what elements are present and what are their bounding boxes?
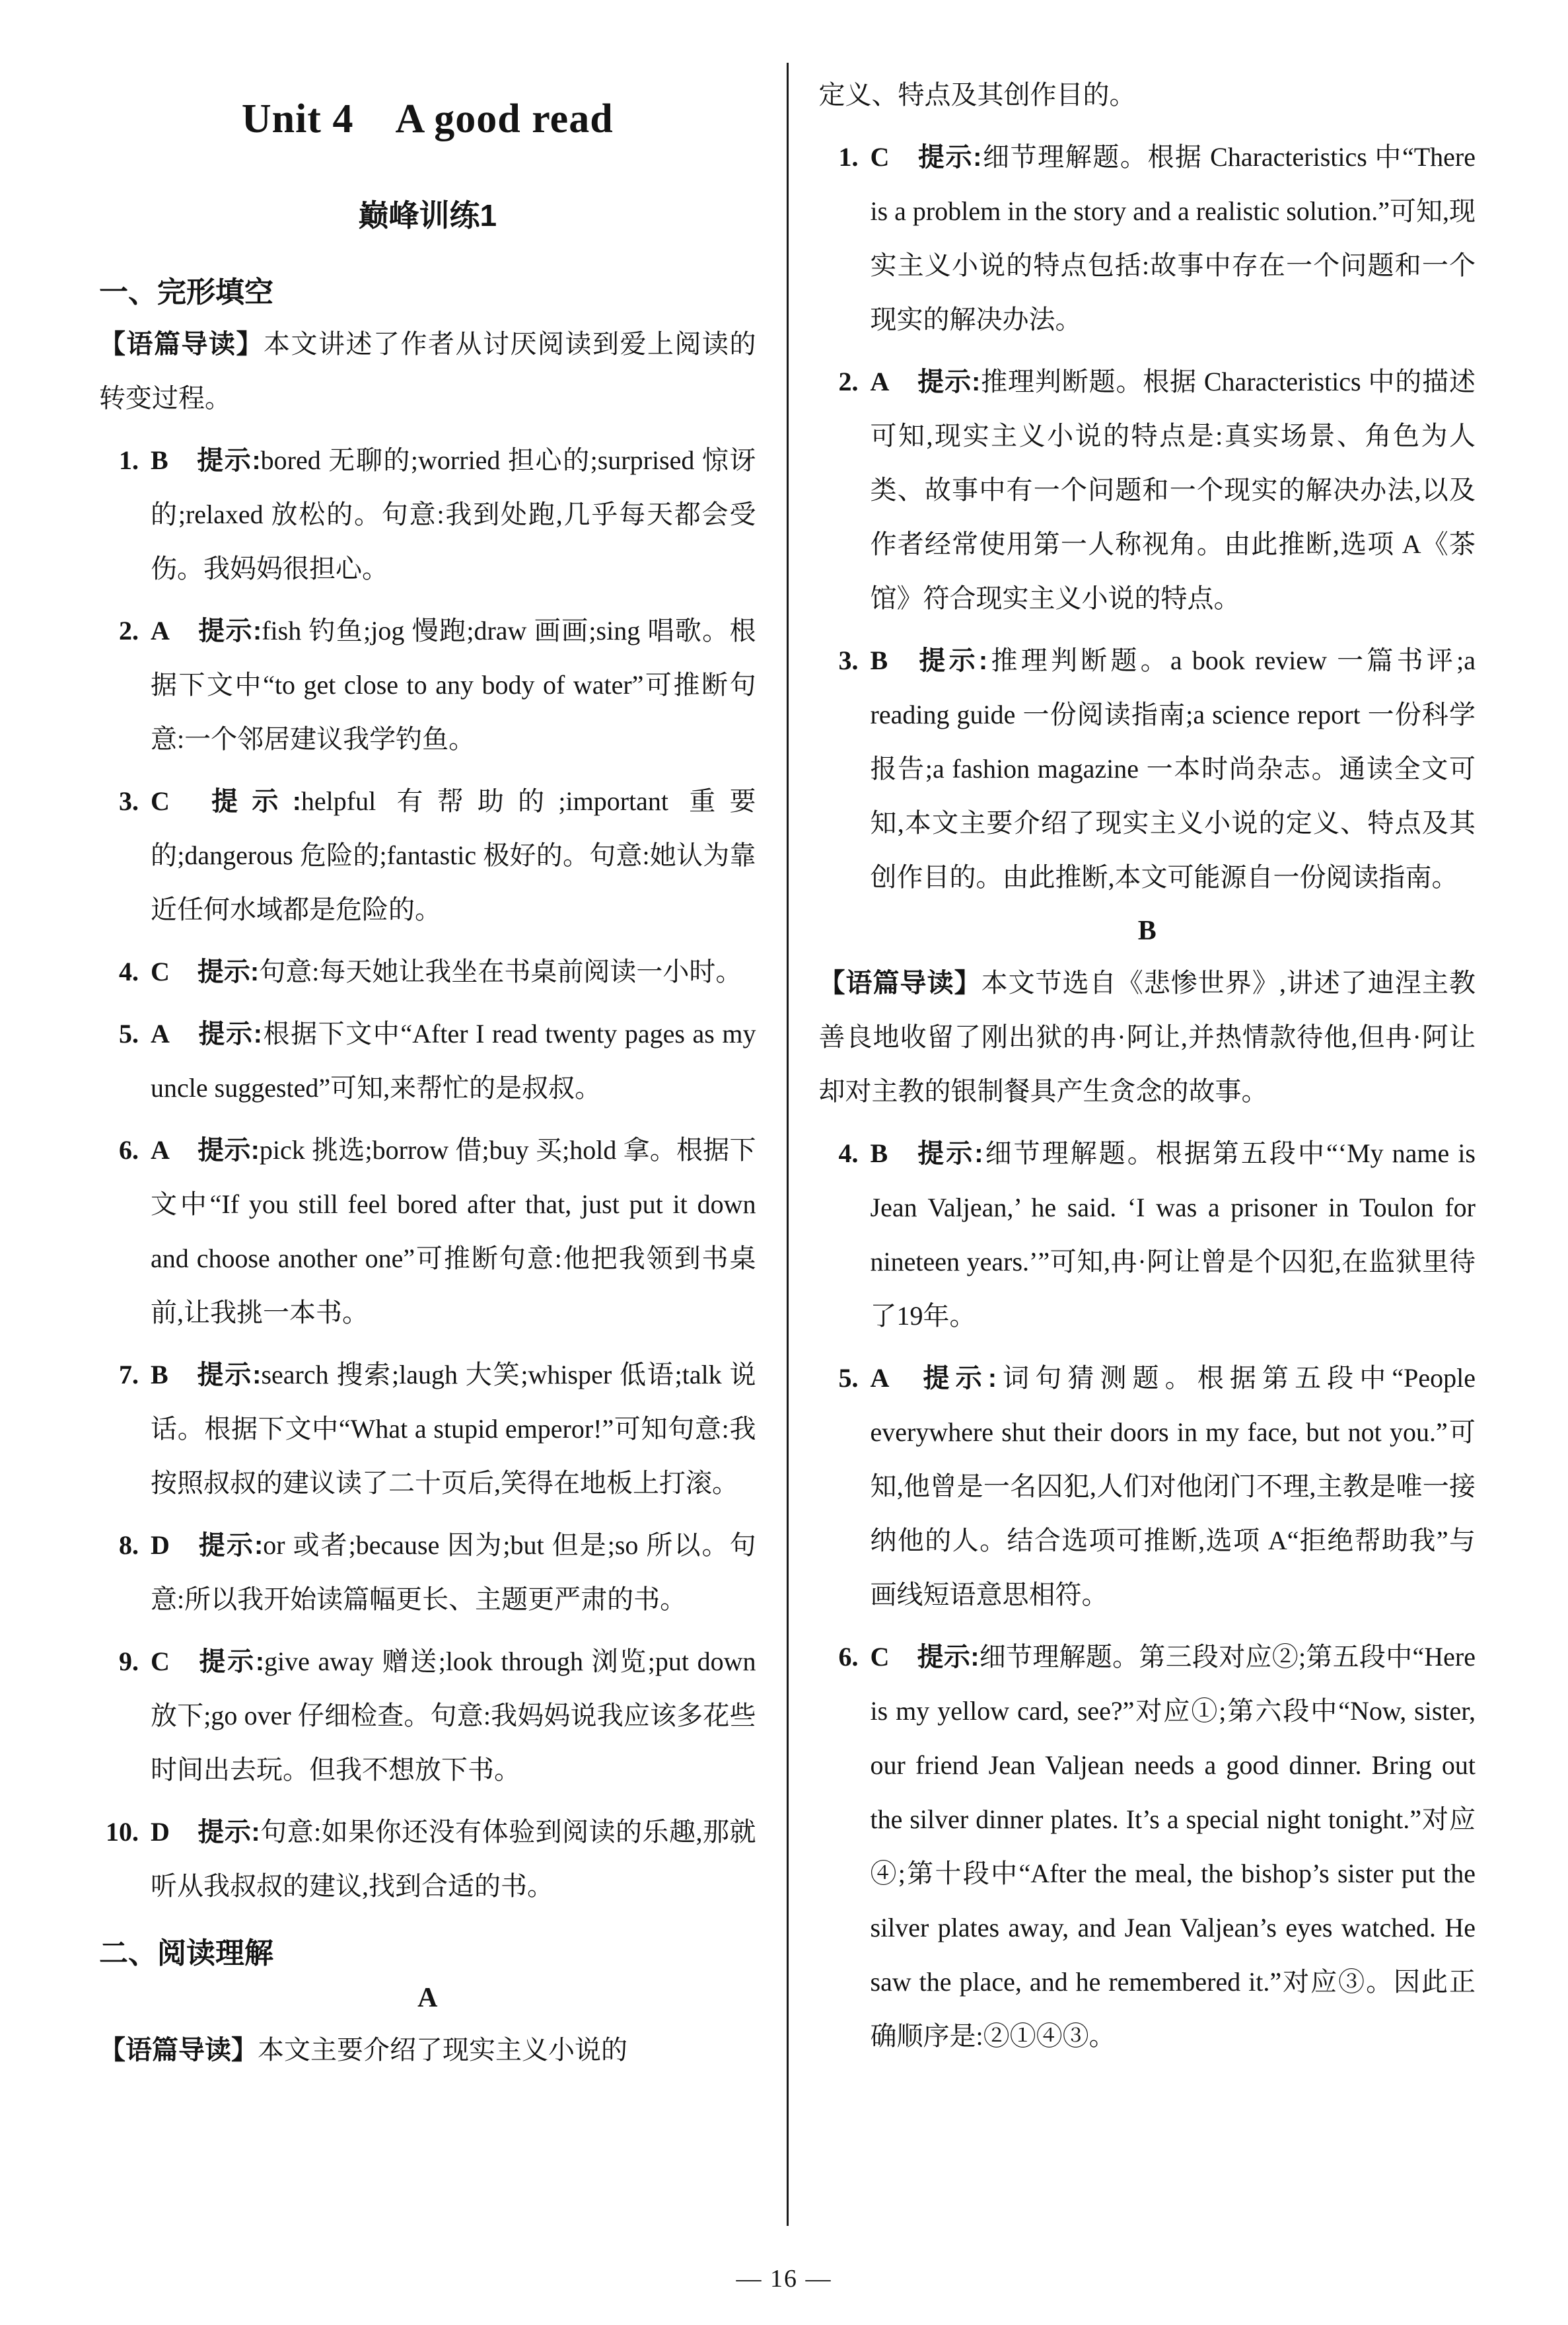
item-number: 7. [119,1360,139,1389]
tip-label: 提示: [197,1531,264,1560]
intro-label: 【语篇导读】 [818,969,981,998]
tip-label: 提示: [196,446,261,475]
item-body [151,945,756,999]
answer-letter: B [151,1360,168,1389]
intro-label: 【语篇导读】 [99,2036,258,2065]
reading-a-answer-item-3 [819,634,1476,904]
answer-letter: A [151,616,170,646]
item-body [151,604,756,766]
item-number: 2. [838,367,859,396]
tip-text: 细节理解题。第三段对应②;第五段中“Here is my yellow card, see?”对应①;第六段中“Now, sister, our friend Jean Valjean needs a good dinner. Bring out the silver dinner plates. It’s a special night tonight.”对应④;第十段中“After the meal, the bishop’s sister put the silver plates away, and Jean Valjean’s eyes watched. He saw the place, and he remembered it.”对应③。因此正确顺序是:②①④③。 [870,1642,1476,2051]
answer-letter: C [151,786,170,816]
item-body [871,1126,1476,1343]
reading-a-answer-item-2 [819,355,1476,626]
tip-text: 细节理解题。根据 Characteristics 中“There is a problem in the story and a realistic solution.”可知,现实主义小说的特点包括:故事中存在一个问题和一个现实的解决办法。 [870,142,1476,334]
intro-text: 本文节选自《悲惨世界》,讲述了迪涅主教善良地收留了刚出狱的冉·阿让,并热情款待他,但冉·阿让却对主教的银制餐具产生贪念的故事。 [818,968,1476,1106]
tip-text: fish 钓鱼;jog 慢跑;draw 画画;sing 唱歌。根据下文中“to get close to any body of water”可推断句意:一个邻居建议我学钓鱼。 [151,616,756,754]
intro-text: 本文主要介绍了现实主义小说的 [258,2035,627,2065]
tip-label: 提示: [197,1019,262,1049]
item-number: 2. [119,616,139,646]
answer-letter: A [870,1363,890,1393]
cloze-answer-item-3 [99,774,756,937]
passage-intro-b [819,956,1476,1119]
item-body [871,1351,1476,1622]
tip-label: 提示: [197,1136,260,1165]
section-reading-heading: 二、阅读理解 [99,1937,273,1970]
item-number: 8. [119,1530,139,1560]
section-cloze-heading: 一、完形填空 [99,276,273,309]
item-number: 5. [119,1019,139,1049]
tip-label: 提示: [197,787,301,816]
tip-text: 推理判断题。a book review 一篇书评;a reading guide 一份阅读指南;a science report 一份科学报告;a fashion magazine 一本时尚杂志。通读全文可知,本文主要介绍了现实主义小说的定义、特点及其创作目的。由此推断,本文可能源自一份阅读指南。 [870,646,1476,892]
item-number: 4. [119,957,139,986]
item-body [871,355,1476,626]
reading-b-answer-item-5 [819,1351,1476,1622]
answer-letter: A [151,1019,170,1049]
cloze-answer-item-4 [99,945,756,999]
cloze-answer-item-5 [99,1007,756,1115]
intro-text: 本文讲述了作者从讨厌阅读到爱上阅读的转变过程。 [99,329,756,413]
tip-label: 提示: [915,646,988,675]
item-number: 6. [119,1135,139,1165]
cloze-answer-item-9 [99,1635,756,1797]
answer-letter: D [151,1817,170,1847]
tip-text: bored 无聊的;worried 担心的;surprised 惊讶的;relaxed 放松的。句意:我到处跑,几乎每天都会受伤。我妈妈很担心。 [151,445,756,583]
answer-letter: B [870,1138,888,1168]
page-content [99,63,1476,2226]
answer-letter: C [151,1646,170,1676]
passage-a-label: A [417,1983,438,2013]
tip-label: 提示: [917,143,982,172]
tip-label: 提示: [197,616,262,646]
item-number: 10. [106,1817,139,1847]
page-number: — 16 — [736,2265,832,2293]
tip-label: 提示: [196,1360,262,1389]
item-number: 3. [119,786,139,816]
item-body [151,433,756,596]
tip-label: 提示: [917,367,981,396]
reading-a-answer-item-1 [819,130,1476,347]
item-body [871,634,1476,904]
item-body [151,1518,756,1627]
item-body [871,130,1476,347]
item-body [151,1805,756,1913]
item-body [151,1348,756,1510]
item-body [151,1007,756,1115]
answer-letter: A [151,1135,170,1165]
answer-letter: B [870,646,888,675]
tip-label: 提示: [917,1364,997,1393]
item-number: 4. [838,1138,859,1168]
tip-text: helpful 有帮助的;important 重要的;dangerous 危险的;fantastic 极好的。句意:她认为靠近任何水域都是危险的。 [151,786,756,924]
tip-label: 提示: [197,1647,265,1676]
answer-letter: C [151,957,170,986]
cloze-answer-item-10 [99,1805,756,1913]
reading-b-answer-item-6 [819,1630,1476,2063]
reading-b-answer-item-4 [819,1126,1476,1343]
right-column [789,63,1476,2226]
item-body [151,1635,756,1797]
answer-letter: C [870,142,890,172]
intro-label: 【语篇导读】 [99,330,264,359]
item-number: 5. [838,1363,859,1393]
tip-text: 句意:如果你还没有体验到阅读的乐趣,那就听从我叔叔的建议,找到合适的书。 [151,1817,756,1901]
training-heading: 巅峰训练1 [358,198,497,233]
tip-text: 根据下文中“After I read twenty pages as my uncle suggested”可知,来帮忙的是叔叔。 [151,1019,756,1103]
item-number: 1. [838,142,859,172]
cloze-answer-item-7 [99,1348,756,1510]
tip-text: or 或者;because 因为;but 但是;so 所以。句意:所以我开始读篇幅更长、主题更严肃的书。 [151,1530,756,1614]
item-body [871,1630,1476,2063]
passage-intro-cloze [99,317,756,425]
item-number: 6. [838,1642,859,1672]
tip-text: pick 挑选;borrow 借;buy 买;hold 拿。根据下文中“If you still feel bored after that, just put it down and choose another one”可推断句意:他把我领到书桌前,让我挑一本书。 [151,1135,756,1327]
tip-label: 提示: [197,957,260,986]
passage-b-label: B [1137,916,1157,946]
cloze-answer-item-8 [99,1518,756,1627]
item-number: 3. [838,646,859,675]
cloze-answer-item-2 [99,604,756,766]
item-body [151,774,756,937]
tip-label: 提示: [917,1642,980,1672]
item-body [151,1123,756,1340]
answer-letter: B [151,445,168,475]
tip-text: 推理判断题。根据 Characteristics 中的描述可知,现实主义小说的特点是:真实场景、角色为人类、故事中有一个问题和一个现实的解决办法,以及作者经常使用第一人称视角。由此推断,选项 A《茶馆》符合现实主义小说的特点。 [870,367,1476,613]
tip-text: search 搜索;laugh 大笑;whisper 低语;talk 说话。根据下文中“What a stupid emperor!”可知句意:我按照叔叔的建议读了二十页后,笑得在地板上打滚。 [151,1360,756,1498]
passage-intro-a [99,2023,756,2077]
answer-letter: D [151,1530,170,1560]
tip-label: 提示: [915,1139,983,1168]
tip-text: 词句猜测题。根据第五段中“People everywhere shut their doors in my face, but not you.”可知,他曾是一名囚犯,人们对他闭门不理,主教是唯一接纳他的人。结合选项可推断,选项 A“拒绝帮助我”与画线短语意思相符。 [870,1363,1476,1609]
cloze-answer-item-6 [99,1123,756,1340]
tip-label: 提示: [197,1818,260,1847]
answer-letter: A [870,367,890,396]
item-number: 1. [119,445,139,475]
unit-title: Unit 4 A good read [241,96,614,141]
cloze-answer-item-1 [99,433,756,596]
left-column [99,63,787,2226]
tip-text: 细节理解题。根据第五段中“‘My name is Jean Valjean,’ he said. ‘I was a prisoner in Toulon for nineteen years.’”可知,冉·阿让曾是个囚犯,在监狱里待了19年。 [870,1138,1476,1331]
passage-intro-a-continuation: 定义、特点及其创作目的。 [818,80,1136,110]
tip-text: give away 赠送;look through 浏览;put down 放下;go over 仔细检查。句意:我妈妈说我应该多花些时间出去玩。但我不想放下书。 [151,1646,756,1785]
answer-letter: C [870,1642,890,1672]
tip-text: 句意:每天她让我坐在书桌前阅读一小时。 [259,957,742,986]
item-number: 9. [119,1646,139,1676]
